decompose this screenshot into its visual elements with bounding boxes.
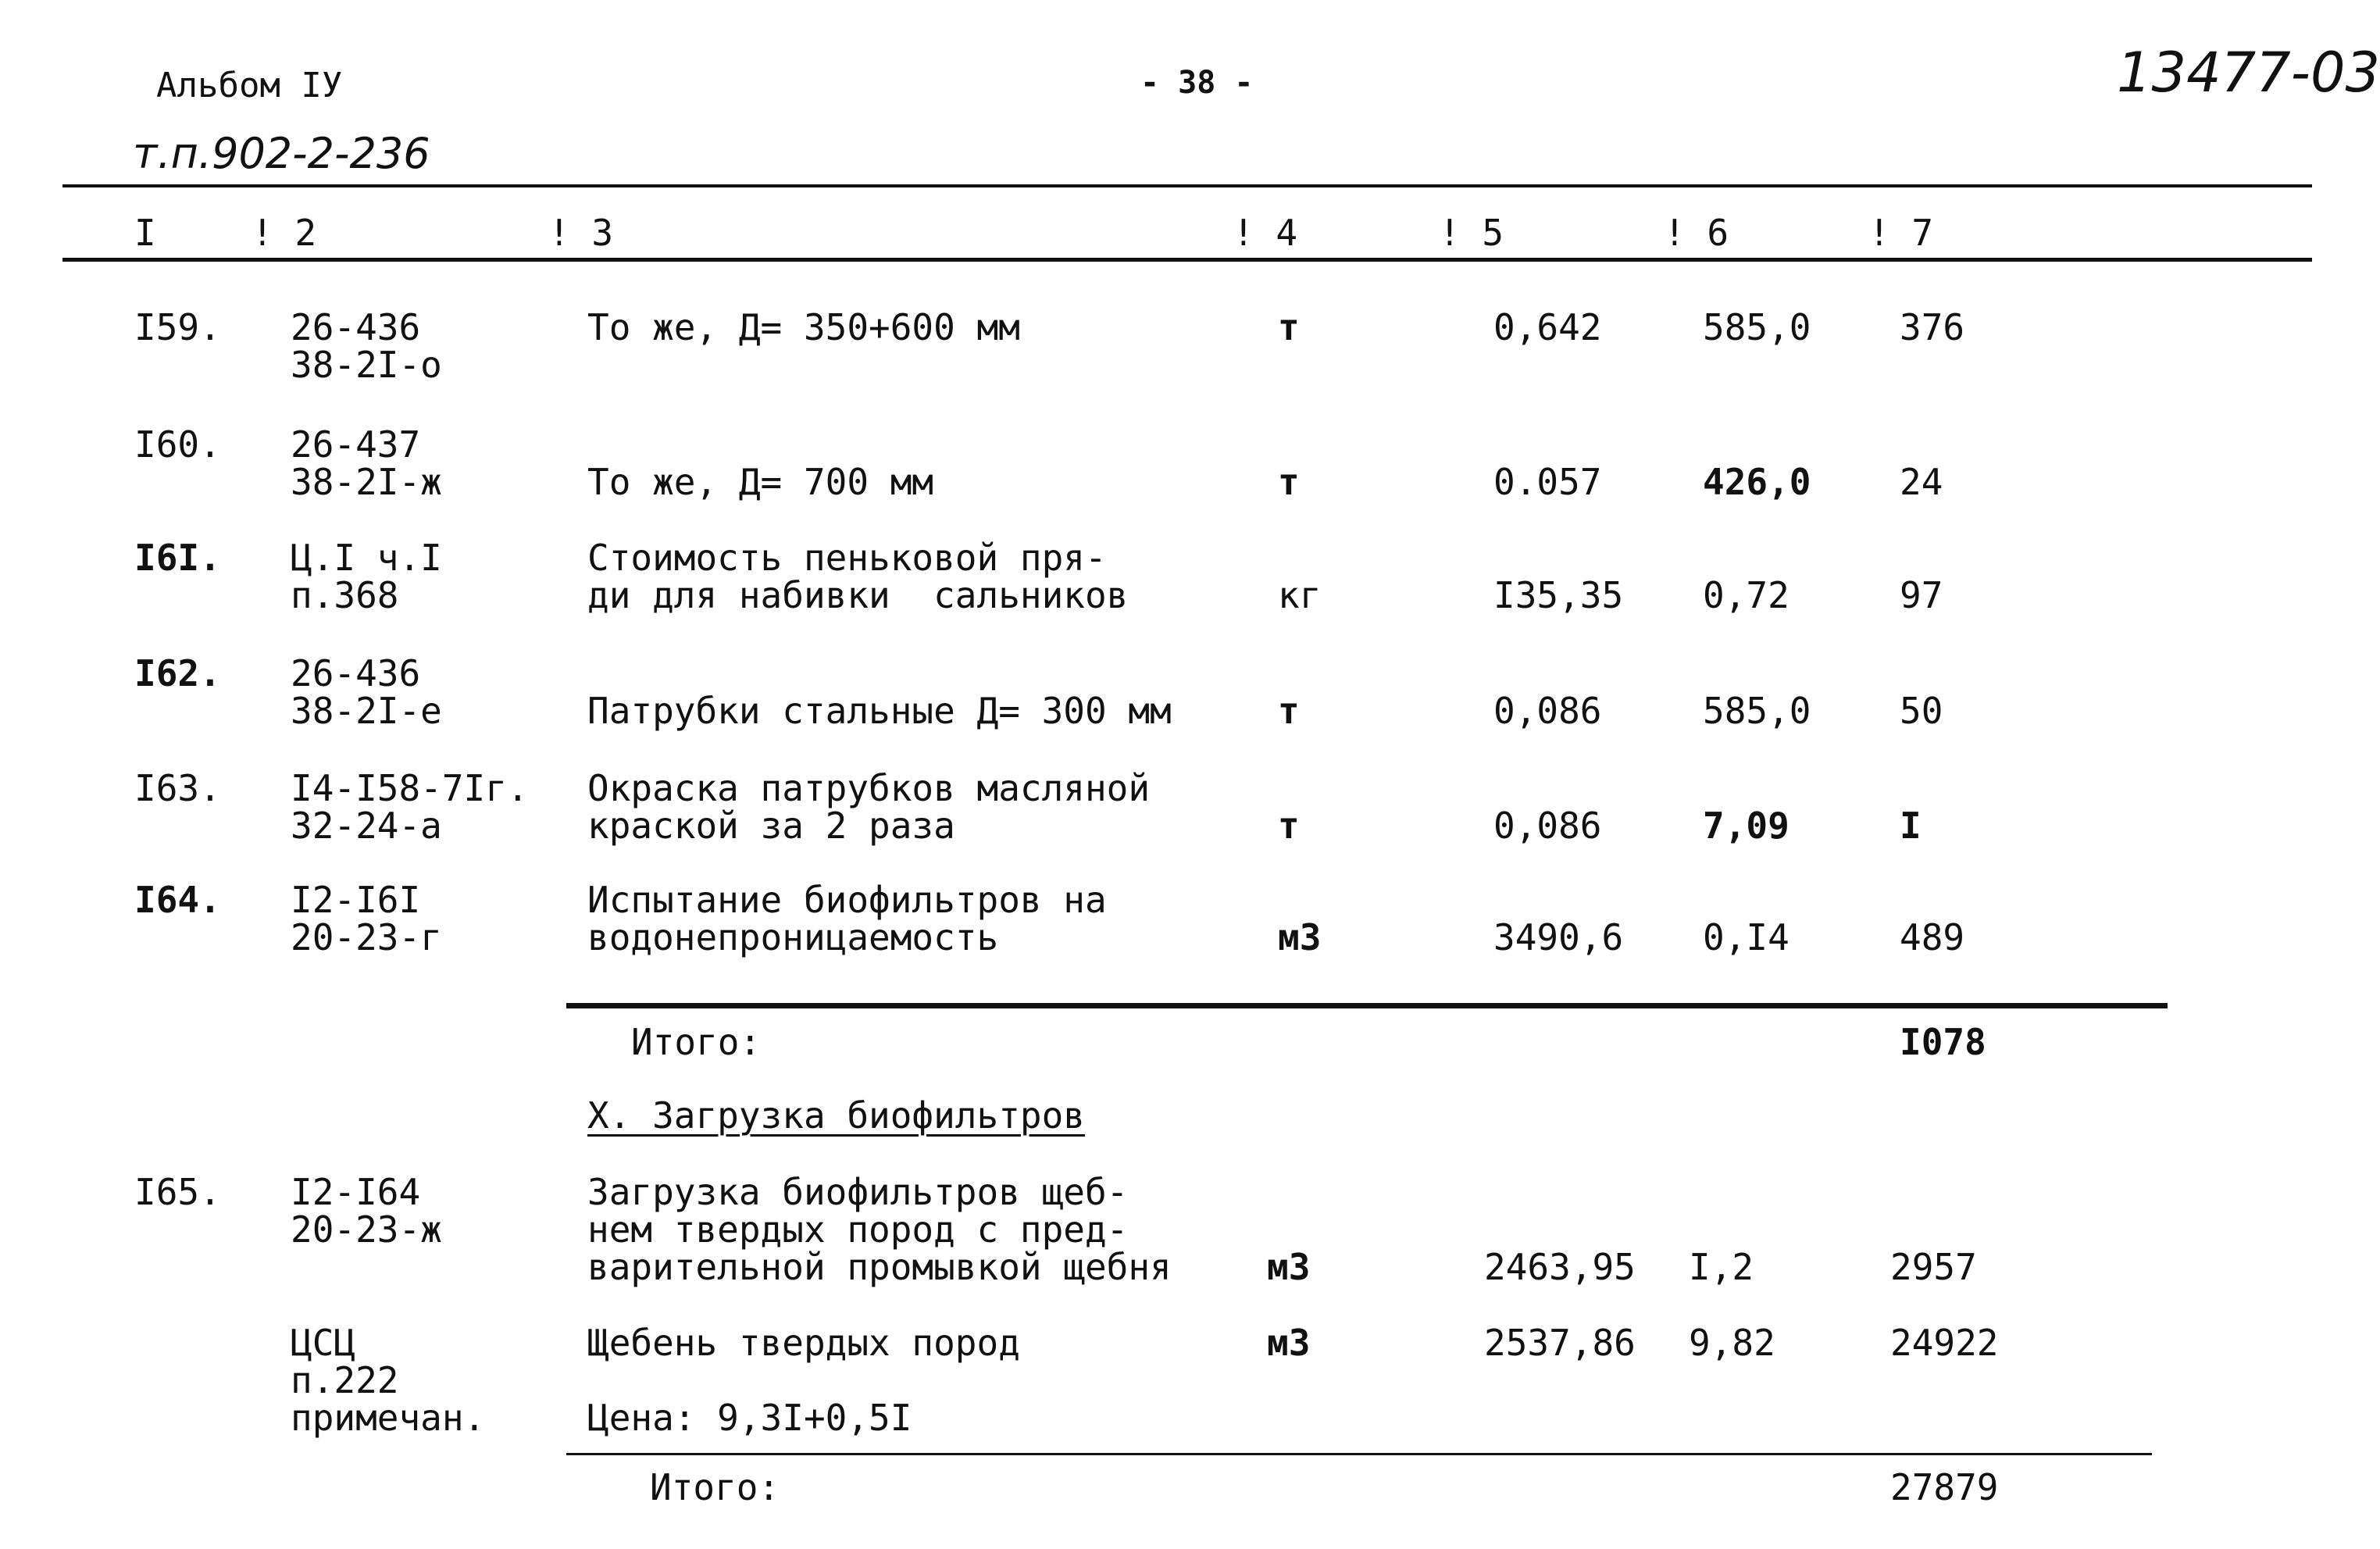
page-number: - 38 - bbox=[1140, 65, 1254, 101]
row-number: I62. bbox=[134, 652, 221, 694]
row-description: То же, Д= 700 мм bbox=[587, 461, 934, 503]
row-reference: I2-I6I bbox=[291, 879, 421, 921]
row-description: Стоимость пеньковой пря- bbox=[587, 537, 1107, 579]
row-description-2: нем твердых пород с пред- bbox=[587, 1208, 1129, 1251]
row-price: 0,72 bbox=[1703, 574, 1789, 616]
row-description: Окраска патрубков масляной bbox=[587, 767, 1151, 809]
row-total: I bbox=[1900, 805, 1921, 847]
row-reference-2: 38-2I-ж bbox=[291, 461, 442, 503]
row-number: I60. bbox=[134, 423, 221, 466]
row-unit: т bbox=[1278, 690, 1300, 732]
row-price: 9,82 bbox=[1689, 1322, 1775, 1364]
column-header-5: ! 5 bbox=[1439, 212, 1504, 254]
subtotal-rule-2 bbox=[566, 1453, 2152, 1455]
row-total: 50 bbox=[1900, 690, 1943, 732]
row-quantity: 0,086 bbox=[1493, 690, 1602, 732]
row-total: 489 bbox=[1900, 916, 1965, 958]
row-price: 7,09 bbox=[1703, 805, 1789, 847]
row-unit: м3 bbox=[1267, 1246, 1311, 1288]
row-quantity: 2537,86 bbox=[1484, 1322, 1636, 1364]
row-unit: т bbox=[1278, 805, 1300, 847]
column-header-2: ! 2 bbox=[252, 212, 317, 254]
row-number: I59. bbox=[134, 306, 221, 348]
row-reference: 26-437 bbox=[291, 423, 421, 466]
row-quantity: 3490,6 bbox=[1493, 916, 1624, 958]
column-header-7: ! 7 bbox=[1868, 212, 1934, 254]
row-quantity: I35,35 bbox=[1493, 574, 1624, 616]
project-number: т.п.902-2-236 bbox=[133, 129, 430, 178]
header-bottom-rule bbox=[62, 258, 2312, 262]
row-description-2: водонепроницаемость bbox=[587, 916, 999, 958]
row-reference-2: п.222 bbox=[291, 1359, 399, 1401]
row-reference: I2-I64 bbox=[291, 1171, 421, 1213]
row-total: 24 bbox=[1900, 461, 1943, 503]
header-top-rule bbox=[62, 184, 2312, 187]
row-quantity: 2463,95 bbox=[1484, 1246, 1636, 1288]
subtotal-value: I078 bbox=[1900, 1021, 1986, 1063]
row-reference: Ц.I ч.I bbox=[291, 537, 442, 579]
row-reference-2: п.368 bbox=[291, 574, 399, 616]
row-description: То же, Д= 350+600 мм bbox=[587, 306, 1020, 348]
row-price: I,2 bbox=[1689, 1246, 1754, 1288]
row-total: 2957 bbox=[1890, 1246, 1977, 1288]
row-number: I64. bbox=[134, 879, 221, 921]
row-number: I65. bbox=[134, 1171, 221, 1213]
row-unit: м3 bbox=[1278, 916, 1322, 958]
subtotal-label: Итого: bbox=[631, 1021, 762, 1063]
row-description: Загрузка биофильтров щеб- bbox=[587, 1171, 1129, 1213]
row-reference: ЦСЦ bbox=[291, 1322, 356, 1364]
grand-total-value: 27879 bbox=[1890, 1466, 1999, 1508]
row-description: Испытание биофильтров на bbox=[587, 879, 1107, 921]
row-reference: I4-I58-7Iг. bbox=[291, 767, 529, 809]
row-description: Патрубки стальные Д= 300 мм bbox=[587, 690, 1172, 732]
row-description-2: ди для набивки сальников bbox=[587, 574, 1129, 616]
row-unit: кг bbox=[1278, 574, 1322, 616]
column-header-1: I bbox=[134, 212, 156, 254]
row-reference: 26-436 bbox=[291, 306, 421, 348]
row-reference: 26-436 bbox=[291, 652, 421, 694]
row-description: Щебень твердых пород bbox=[587, 1322, 1020, 1364]
row-quantity: 0,642 bbox=[1493, 306, 1602, 348]
row-quantity: 0.057 bbox=[1493, 461, 1602, 503]
row-reference-3: примечан. bbox=[291, 1397, 486, 1439]
row-reference-2: 38-2I-е bbox=[291, 690, 442, 732]
row-quantity: 0,086 bbox=[1493, 805, 1602, 847]
column-header-6: ! 6 bbox=[1664, 212, 1729, 254]
row-reference-2: 20-23-г bbox=[291, 916, 442, 958]
row-reference-2: 32-24-а bbox=[291, 805, 442, 847]
row-description-2: краской за 2 раза bbox=[587, 805, 955, 847]
row-total: 24922 bbox=[1890, 1322, 1999, 1364]
row-unit: т bbox=[1278, 461, 1300, 503]
column-header-3: ! 3 bbox=[548, 212, 614, 254]
subtotal-rule bbox=[566, 1003, 2168, 1008]
row-reference-2: 20-23-ж bbox=[291, 1208, 442, 1251]
row-price: 0,I4 bbox=[1703, 916, 1789, 958]
row-number: I63. bbox=[134, 767, 221, 809]
album-label: Альбом IУ bbox=[156, 66, 343, 105]
row-unit: м3 bbox=[1267, 1322, 1311, 1364]
row-price-note: Цена: 9,3I+0,5I bbox=[587, 1397, 912, 1439]
row-price: 585,0 bbox=[1703, 306, 1811, 348]
row-reference-2: 38-2I-о bbox=[291, 344, 442, 386]
row-total: 97 bbox=[1900, 574, 1943, 616]
row-price: 426,0 bbox=[1703, 461, 1811, 503]
row-number: I6I. bbox=[134, 537, 221, 579]
document-code: 13477-03 bbox=[2117, 41, 2380, 105]
row-price: 585,0 bbox=[1703, 690, 1811, 732]
row-unit: т bbox=[1278, 306, 1300, 348]
section-title: X. Загрузка биофильтров bbox=[587, 1094, 1085, 1137]
row-total: 376 bbox=[1900, 306, 1965, 348]
grand-total-label: Итого: bbox=[650, 1466, 780, 1508]
column-header-4: ! 4 bbox=[1233, 212, 1298, 254]
row-description-3: варительной промывкой щебня bbox=[587, 1246, 1172, 1288]
